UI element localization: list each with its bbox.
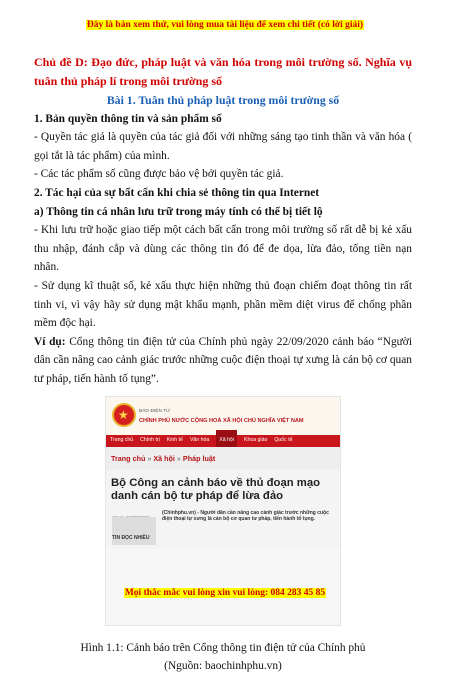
contact-banner: Mọi thắc mắc vui lòng xin vui lòng: 084 283 45 85 [124, 588, 326, 598]
nav-item-politics: Chính trị [140, 437, 160, 444]
topic-heading: Chủ đề D: Đạo đức, pháp luật và văn hóa trong môi trường số. Nghĩa vụ tuân thủ pháp lí trong môi trường số [34, 55, 412, 88]
nav-item-culture: Văn hóa [189, 437, 210, 444]
document-body [34, 53, 412, 676]
example-text: Cổng thông tin điện tử của Chính phủ ngày 22/09/2020 cảnh báo “Người dân cần nâng cao cảnh giác trước những cuộc điện thoại tự xưng là cán bộ cơ quan tư pháp, tiến hành tố tụng”. [34, 335, 412, 385]
section-2-paragraph-1: - Khi lưu trữ hoặc giao tiếp một cách bất cẩn trong môi trường số rất dễ bị kẻ xấu thu nhập, đánh cắp và dùng các thông tin đó để đe dọa, lừa đảo, tống tiền nạn nhân. [34, 224, 412, 274]
breadcrumb-society: Xã hội [153, 453, 175, 463]
figure-lower-area [106, 549, 340, 625]
site-title: CHÍNH PHỦ NƯỚC CỘNG HOÀ XÃ HỘI CHỦ NGHĨA VIỆT NAM [139, 417, 304, 424]
site-small-title: BÁO ĐIỆN TỬ [139, 408, 171, 414]
national-emblem-icon [112, 403, 136, 427]
nav-item-society: Xã hội [216, 430, 237, 451]
nav-item-home: Trang chủ [110, 437, 134, 444]
example-paragraph [34, 333, 412, 389]
lesson-title: Bài 1. Tuân thủ pháp luật trong môi trường số [106, 93, 340, 107]
nav-item-science: Khoa giáo [243, 437, 268, 444]
breadcrumb: Trang chủ » Xã hội » Pháp luật [106, 447, 340, 470]
section-2-heading: 2. Tác hại của sự bất cẩn khi chia sẻ thông tin qua Internet [34, 186, 320, 199]
article-summary: (Chinhphu.vn) - Người dân cần nâng cao cảnh giác trước những cuộc điện thoại tự xưng là cán bộ cơ quan tư pháp, tiến hành tố tụng. [162, 509, 329, 523]
section-1-paragraph-1: - Quyền tác giả là quyền của tác giả đối với những sáng tạo tinh thần và văn hóa ( gọi tắt là tác phẩm) của mình. [34, 131, 412, 162]
site-header [106, 397, 340, 435]
preview-banner: Đây là bản xem thử, vui lòng mua tài liệu để xem chi tiết (có lời giải) [86, 20, 364, 30]
nav-item-economy: Kinh tế [166, 437, 183, 444]
section-1-paragraph-2: - Các tác phẩm số cũng được bảo vệ bởi quyền tác giả. [34, 168, 284, 181]
site-navbar [106, 435, 340, 447]
nav-item-international: Quốc tế [274, 437, 293, 444]
figure-source: (Nguồn: baochinhphu.vn) [164, 660, 282, 673]
article-headline: Bộ Công an cảnh báo về thủ đoạn mạo danh cán bộ tư pháp để lừa đảo [111, 476, 321, 503]
most-read-label: TIN ĐỌC NHIỀU [112, 534, 150, 541]
example-label: Ví dụ: [34, 335, 66, 348]
section-1-heading: 1. Bản quyền thông tin và sản phẩm số [34, 112, 222, 125]
breadcrumb-law: Pháp luật [182, 453, 216, 463]
section-2a-heading: a) Thông tin cá nhân lưu trữ trong máy tính có thể bị tiết lộ [34, 205, 323, 218]
section-2-paragraph-2: - Sử dụng kĩ thuật số, kẻ xấu thực hiện những thủ đoạn chiếm đoạt thông tin rất tinh vi, vì vậy hãy sử dụng mật khẩu mạnh, phần mềm diệt virus để chống phần mềm độc hại. [34, 279, 412, 330]
figure-caption: Hình 1.1: Cảnh báo trên Cổng thông tin điện tử của Chính phủ [80, 641, 366, 654]
breadcrumb-home: Trang chủ [111, 453, 146, 463]
